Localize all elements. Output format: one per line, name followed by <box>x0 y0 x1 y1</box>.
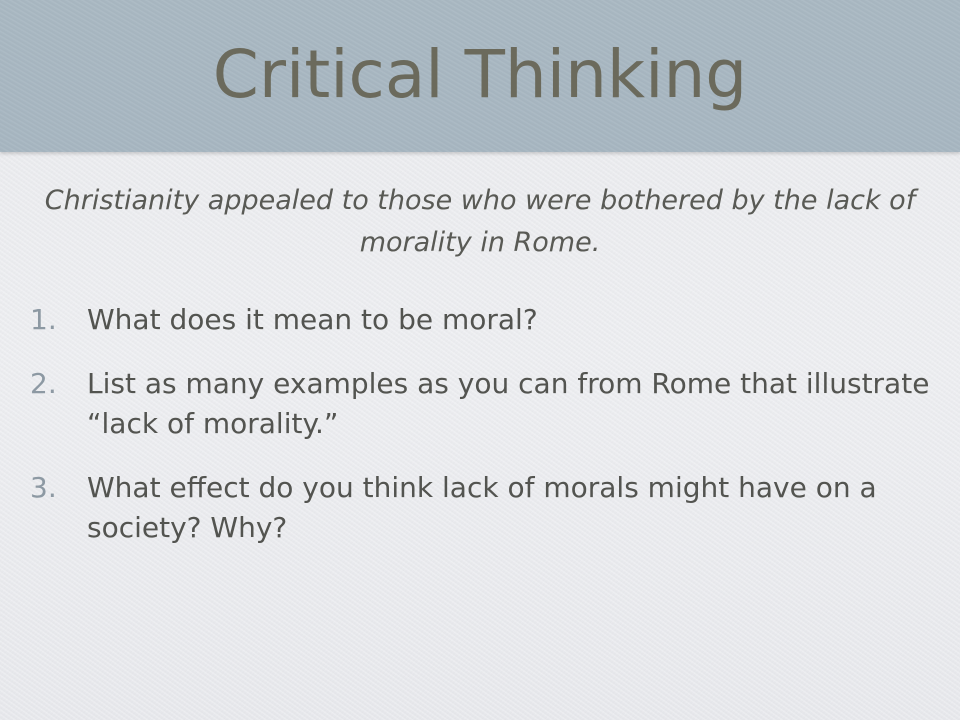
title-band <box>0 0 960 152</box>
question-list <box>30 300 930 572</box>
list-item-number: 1. <box>30 303 57 336</box>
list-item-text: What does it mean to be moral? <box>87 303 538 336</box>
list-item <box>30 364 930 444</box>
slide-subtitle: Christianity appealed to those who were bothered by the lack of morality in Rome. <box>44 185 916 258</box>
list-item <box>30 300 930 340</box>
list-item-number: 2. <box>30 367 57 400</box>
list-item-text: What effect do you think lack of morals might have on a society? Why? <box>87 471 877 544</box>
list-item-text: List as many examples as you can from Rome that illustrate “lack of morality.” <box>87 367 930 440</box>
list-item <box>30 468 930 548</box>
slide-title: Critical Thinking <box>212 36 748 113</box>
list-item-number: 3. <box>30 471 57 504</box>
